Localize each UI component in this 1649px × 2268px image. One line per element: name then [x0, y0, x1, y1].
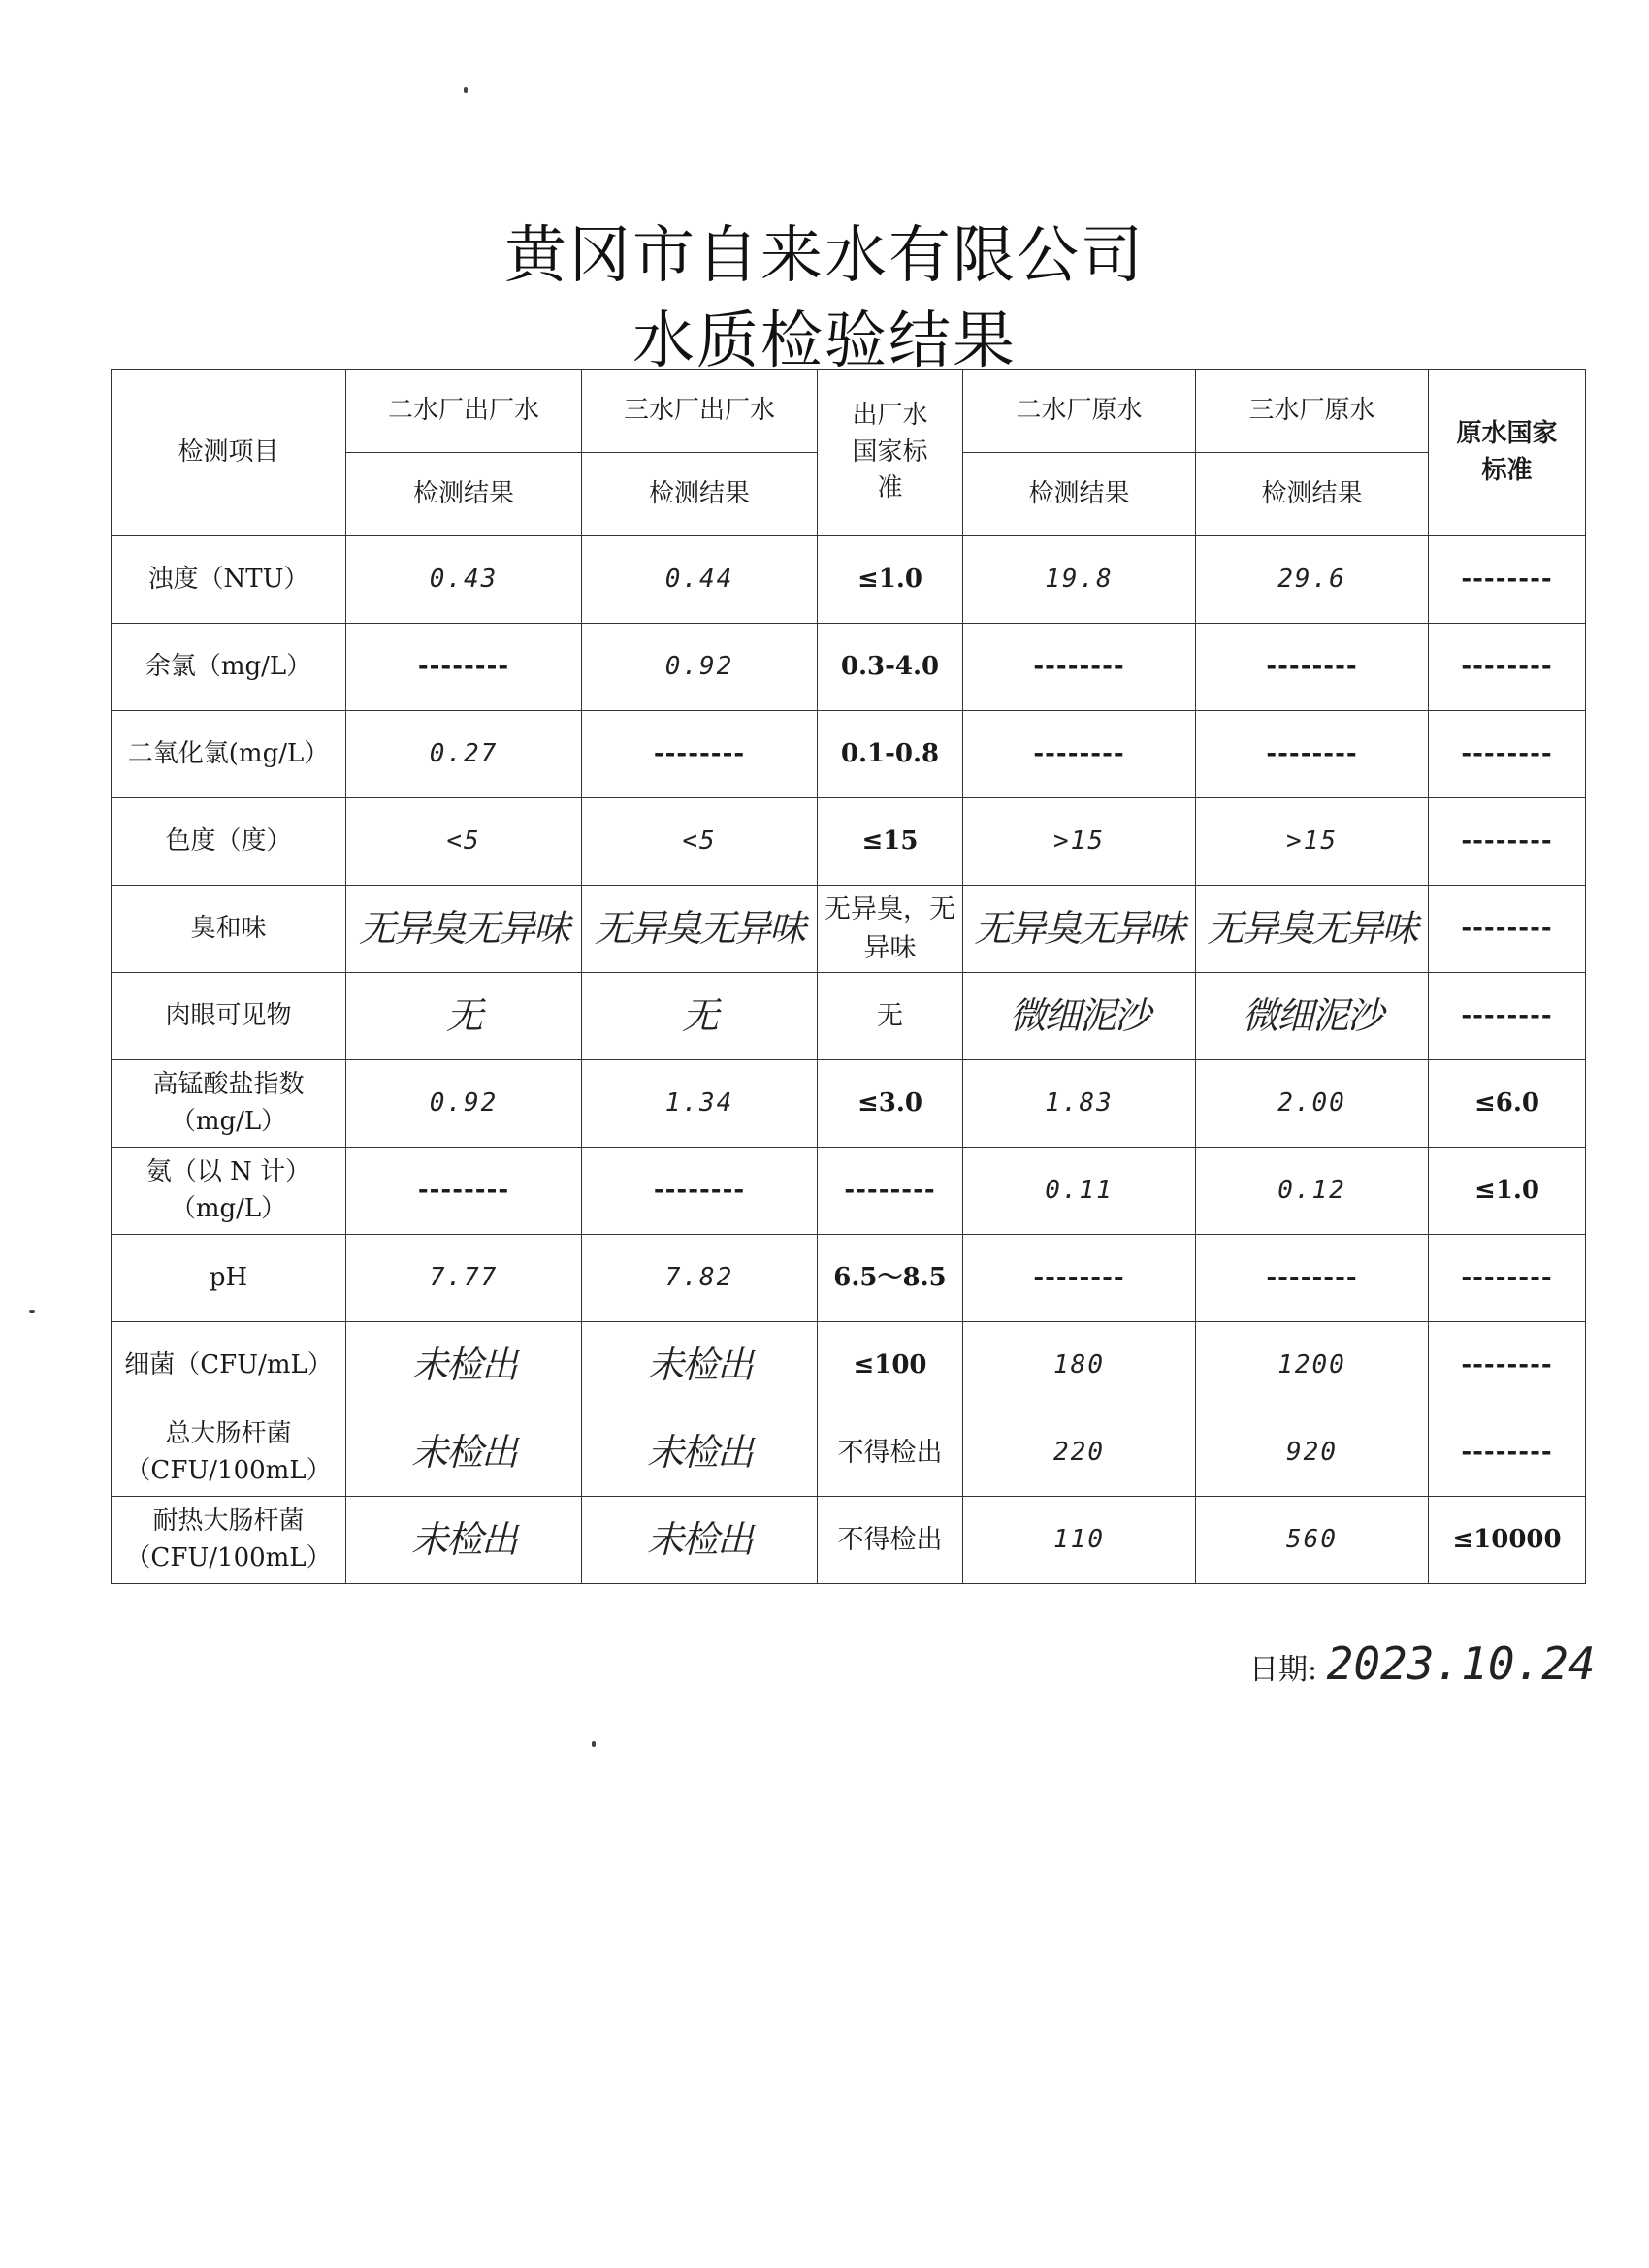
- subheader-col2: 检测结果: [582, 453, 818, 536]
- subheader-col5: 检测结果: [1196, 453, 1429, 536]
- table-row: [112, 1497, 1586, 1584]
- standard-raw: --------: [1429, 973, 1586, 1060]
- item-cell: pH: [112, 1235, 346, 1322]
- result-col1: 0.27: [346, 711, 582, 798]
- table-row: [112, 973, 1586, 1060]
- result-col2: --------: [582, 1148, 818, 1235]
- standard-raw: --------: [1429, 798, 1586, 886]
- header-col2: 三水厂出厂水: [582, 370, 818, 453]
- company-title: 黄冈市自来水有限公司: [504, 220, 1145, 292]
- scan-speck: [29, 1310, 35, 1313]
- result-col4: --------: [963, 1235, 1196, 1322]
- standard-finished: 6.5～8.5: [818, 1235, 963, 1322]
- result-col1: --------: [346, 624, 582, 711]
- item-cell: 细菌（CFU/mL）: [112, 1322, 346, 1409]
- result-col1: 无: [346, 973, 582, 1060]
- standard-raw: --------: [1429, 1409, 1586, 1497]
- result-col4: --------: [963, 624, 1196, 711]
- standard-finished: 不得检出: [818, 1409, 963, 1497]
- result-col4: --------: [963, 711, 1196, 798]
- result-col5: 29.6: [1196, 536, 1429, 624]
- water-quality-table: [111, 369, 1586, 1584]
- header-col4: 二水厂原水: [963, 370, 1196, 453]
- result-col1: 无异臭无异味: [346, 886, 582, 973]
- result-col2: 1.34: [582, 1060, 818, 1148]
- result-col5: 微细泥沙: [1196, 973, 1429, 1060]
- standard-finished: 0.3-4.0: [818, 624, 963, 711]
- result-col2: 7.82: [582, 1235, 818, 1322]
- table-row: [112, 886, 1586, 973]
- table-row: [112, 798, 1586, 886]
- header-col6: 原水国家标准: [1429, 370, 1586, 536]
- item-cell: 氨（以 N 计）（mg/L）: [112, 1148, 346, 1235]
- item-cell: 总大肠杆菌（CFU/100mL）: [112, 1409, 346, 1497]
- standard-raw: ≤10000: [1429, 1497, 1586, 1584]
- standard-finished: 0.1-0.8: [818, 711, 963, 798]
- result-col5: --------: [1196, 1235, 1429, 1322]
- result-col4: 220: [963, 1409, 1196, 1497]
- table-row: [112, 1148, 1586, 1235]
- result-col4: 无异臭无异味: [963, 886, 1196, 973]
- result-col1: <5: [346, 798, 582, 886]
- standard-raw: --------: [1429, 711, 1586, 798]
- table-row: [112, 1409, 1586, 1497]
- standard-raw: --------: [1429, 1322, 1586, 1409]
- standard-raw: ≤1.0: [1429, 1148, 1586, 1235]
- result-col2: 0.44: [582, 536, 818, 624]
- table-row: [112, 1322, 1586, 1409]
- result-col4: 180: [963, 1322, 1196, 1409]
- result-col5: 560: [1196, 1497, 1429, 1584]
- result-col1: 7.77: [346, 1235, 582, 1322]
- result-col1: 未检出: [346, 1409, 582, 1497]
- item-cell: 高锰酸盐指数（mg/L）: [112, 1060, 346, 1148]
- result-col5: 1200: [1196, 1322, 1429, 1409]
- result-col1: --------: [346, 1148, 582, 1235]
- standard-raw: --------: [1429, 886, 1586, 973]
- table-row: [112, 1235, 1586, 1322]
- result-col5: 920: [1196, 1409, 1429, 1497]
- result-col2: --------: [582, 711, 818, 798]
- item-cell: 色度（度）: [112, 798, 346, 886]
- scan-speck: [592, 1741, 596, 1747]
- result-col2: 0.92: [582, 624, 818, 711]
- table-row: [112, 1060, 1586, 1148]
- result-col5: 无异臭无异味: [1196, 886, 1429, 973]
- item-cell: 浊度（NTU）: [112, 536, 346, 624]
- item-cell: 耐热大肠杆菌（CFU/100mL）: [112, 1497, 346, 1584]
- standard-finished: ≤100: [818, 1322, 963, 1409]
- report-title: 水质检验结果: [632, 306, 1017, 377]
- result-col1: 未检出: [346, 1497, 582, 1584]
- result-col4: >15: [963, 798, 1196, 886]
- standard-raw: --------: [1429, 624, 1586, 711]
- table-body: [112, 536, 1586, 1584]
- result-col4: 0.11: [963, 1148, 1196, 1235]
- result-col2: <5: [582, 798, 818, 886]
- result-col2: 未检出: [582, 1322, 818, 1409]
- subheader-col4: 检测结果: [963, 453, 1196, 536]
- date-label: 日期:: [1249, 1653, 1318, 1687]
- result-col2: 无: [582, 973, 818, 1060]
- table-row: [112, 624, 1586, 711]
- result-col5: 0.12: [1196, 1148, 1429, 1235]
- item-cell: 二氧化氯(mg/L）: [112, 711, 346, 798]
- header-col3: 出厂水国家标准: [818, 370, 963, 536]
- item-cell: 余氯（mg/L）: [112, 624, 346, 711]
- date-value: 2023.10.24: [1326, 1637, 1596, 1690]
- standard-raw: ≤6.0: [1429, 1060, 1586, 1148]
- standard-finished: --------: [818, 1148, 963, 1235]
- standard-finished: 无: [818, 973, 963, 1060]
- result-col4: 1.83: [963, 1060, 1196, 1148]
- item-cell: 臭和味: [112, 886, 346, 973]
- standard-finished: ≤15: [818, 798, 963, 886]
- result-col5: 2.00: [1196, 1060, 1429, 1148]
- result-col5: --------: [1196, 711, 1429, 798]
- result-col4: 110: [963, 1497, 1196, 1584]
- standard-finished: 无异臭，无异味: [818, 886, 963, 973]
- standard-finished: 不得检出: [818, 1497, 963, 1584]
- standard-raw: --------: [1429, 536, 1586, 624]
- header-col5: 三水厂原水: [1196, 370, 1429, 453]
- table-row: [112, 711, 1586, 798]
- result-col5: --------: [1196, 624, 1429, 711]
- result-col2: 未检出: [582, 1409, 818, 1497]
- standard-finished: ≤3.0: [818, 1060, 963, 1148]
- result-col4: 19.8: [963, 536, 1196, 624]
- result-col1: 未检出: [346, 1322, 582, 1409]
- table-row: [112, 536, 1586, 624]
- date-block: [1249, 1637, 1596, 1690]
- scan-speck: [464, 87, 468, 93]
- header-col1: 二水厂出厂水: [346, 370, 582, 453]
- result-col5: >15: [1196, 798, 1429, 886]
- result-col1: 0.43: [346, 536, 582, 624]
- header-item: 检测项目: [112, 370, 346, 536]
- result-col1: 0.92: [346, 1060, 582, 1148]
- standard-finished: ≤1.0: [818, 536, 963, 624]
- header-row: [112, 370, 1586, 453]
- standard-raw: --------: [1429, 1235, 1586, 1322]
- result-col2: 未检出: [582, 1497, 818, 1584]
- subheader-col1: 检测结果: [346, 453, 582, 536]
- item-cell: 肉眼可见物: [112, 973, 346, 1060]
- result-col2: 无异臭无异味: [582, 886, 818, 973]
- result-col4: 微细泥沙: [963, 973, 1196, 1060]
